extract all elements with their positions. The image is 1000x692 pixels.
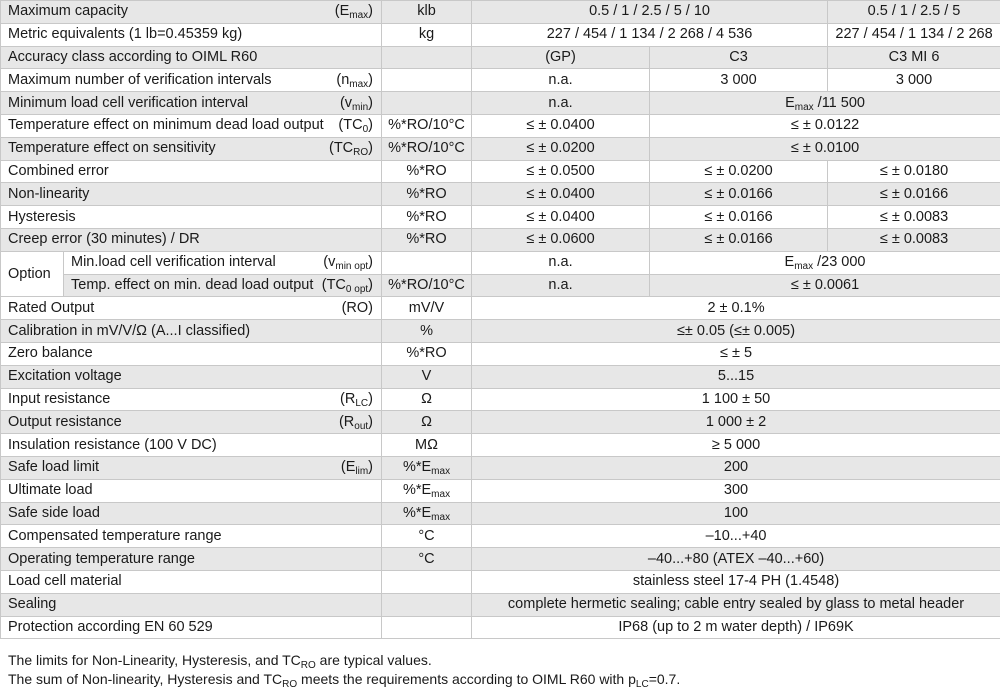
value-cell: 300 bbox=[472, 479, 1000, 502]
param-symbol: $(E_{max})$ bbox=[334, 3, 374, 22]
value-cell: 0.5 / 1 / 2.5 / 5 / 10 bbox=[472, 1, 828, 24]
table-row bbox=[1, 548, 1000, 571]
unit-cell bbox=[382, 92, 472, 115]
value-cell: ≤ ± 0.0200 bbox=[472, 137, 650, 160]
value-cell: ≤ ± 0.0166 bbox=[650, 183, 828, 206]
unit-cell: %*RO/10°C bbox=[382, 137, 472, 160]
table-row bbox=[1, 434, 1000, 457]
value-cell: 0.5 / 1 / 2.5 / 5 bbox=[828, 1, 1000, 24]
param-symbol: $(v_{min opt})$ bbox=[323, 254, 374, 273]
unit-cell: Ω bbox=[382, 411, 472, 434]
table-row bbox=[1, 206, 1000, 229]
table-row bbox=[1, 251, 1000, 274]
param-label: Excitation voltage bbox=[8, 368, 122, 385]
unit-cell bbox=[382, 570, 472, 593]
table-row bbox=[1, 114, 1000, 137]
table-row bbox=[1, 388, 1000, 411]
value-cell: 1 000 ± 2 bbox=[472, 411, 1000, 434]
param-symbol: $(R_{out})$ bbox=[338, 413, 374, 432]
table-row bbox=[1, 502, 1000, 525]
param-label: Non-linearity bbox=[8, 185, 90, 202]
unit-cell: %*RO bbox=[382, 342, 472, 365]
value-cell: 100 bbox=[472, 502, 1000, 525]
param-symbol: $(TC_{0 opt})$ bbox=[321, 276, 374, 295]
param-label: Output resistance bbox=[8, 413, 122, 430]
option-group-label: Option bbox=[1, 251, 64, 297]
value-cell: ≤ ± 0.0400 bbox=[472, 206, 650, 229]
table-row bbox=[1, 593, 1000, 616]
unit-cell: mV/V bbox=[382, 297, 472, 320]
unit-cell bbox=[382, 251, 472, 274]
value-cell: ≤ ± 0.0166 bbox=[828, 183, 1000, 206]
value-cell: –10...+40 bbox=[472, 525, 1000, 548]
value-cell: ≤ ± 0.0100 bbox=[650, 137, 1000, 160]
value-cell: C3 bbox=[650, 46, 828, 69]
value-cell: ≥ 5 000 bbox=[472, 434, 1000, 457]
param-label: Metric equivalents (1 lb=0.45359 kg) bbox=[8, 26, 243, 43]
value-cell: $E_{max}$ /23 000 bbox=[650, 251, 1000, 274]
table-row bbox=[1, 92, 1000, 115]
table-row bbox=[1, 1, 1000, 24]
param-label: Load cell material bbox=[8, 573, 122, 590]
footnote-oiml-requirement: The sum of Non-linearity, Hysteresis and $TC_{RO}$ meets the requirements according to OIML R60 with $p_{LC}=0.7$. bbox=[8, 671, 681, 690]
value-cell: 3 000 bbox=[650, 69, 828, 92]
unit-cell: klb bbox=[382, 1, 472, 24]
table-row bbox=[1, 23, 1000, 46]
value-cell: –40...+80 (ATEX –40...+60) bbox=[472, 548, 1000, 571]
table-row bbox=[1, 342, 1000, 365]
value-cell: 1 100 ± 50 bbox=[472, 388, 1000, 411]
param-label: Input resistance bbox=[8, 390, 111, 407]
param-symbol: $(v_{min})$ bbox=[339, 94, 374, 113]
unit-cell: $\%*E_{max}$ bbox=[382, 502, 472, 525]
value-cell: ≤ ± 0.0200 bbox=[650, 160, 828, 183]
value-cell: 5...15 bbox=[472, 365, 1000, 388]
param-symbol: (RO) bbox=[341, 299, 374, 316]
table-row bbox=[1, 479, 1000, 502]
unit-cell: %*RO bbox=[382, 160, 472, 183]
param-label: Creep error (30 minutes) / DR bbox=[8, 231, 200, 248]
unit-cell: %*RO/10°C bbox=[382, 114, 472, 137]
value-cell: 200 bbox=[472, 456, 1000, 479]
value-cell: ≤ ± 0.0180 bbox=[828, 160, 1000, 183]
table-row bbox=[1, 297, 1000, 320]
unit-cell: $\%*E_{max}$ bbox=[382, 479, 472, 502]
value-cell: ≤ ± 0.0122 bbox=[650, 114, 1000, 137]
param-label: Temperature effect on sensitivity bbox=[8, 140, 216, 157]
param-label: Safe side load bbox=[8, 504, 100, 521]
value-cell: n.a. bbox=[472, 69, 650, 92]
param-label: Temperature effect on minimum dead load output bbox=[8, 117, 324, 134]
param-label: Combined error bbox=[8, 162, 109, 179]
table-row bbox=[1, 46, 1000, 69]
value-cell: $E_{max}$ /11 500 bbox=[650, 92, 1000, 115]
param-symbol: $(n_{max})$ bbox=[336, 71, 374, 90]
value-cell: n.a. bbox=[472, 92, 650, 115]
value-cell: ≤ ± 0.0166 bbox=[650, 206, 828, 229]
value-cell: ≤ ± 0.0400 bbox=[472, 114, 650, 137]
param-label: Minimum load cell verification interval bbox=[8, 94, 249, 111]
unit-cell: %*RO/10°C bbox=[382, 274, 472, 297]
value-cell: C3 MI 6 bbox=[828, 46, 1000, 69]
unit-cell: $\%*E_{max}$ bbox=[382, 456, 472, 479]
value-cell: stainless steel 17-4 PH (1.4548) bbox=[472, 570, 1000, 593]
unit-cell: %*RO bbox=[382, 228, 472, 251]
table-row bbox=[1, 525, 1000, 548]
value-cell: ≤ ± 0.0083 bbox=[828, 228, 1000, 251]
footnotes bbox=[8, 651, 680, 689]
value-cell: 227 / 454 / 1 134 / 2 268 / 4 536 bbox=[472, 23, 828, 46]
value-cell: ≤ ± 0.0500 bbox=[472, 160, 650, 183]
table-row bbox=[1, 570, 1000, 593]
table-row bbox=[1, 616, 1000, 639]
param-label: Zero balance bbox=[8, 345, 93, 362]
param-symbol: $(R_{LC})$ bbox=[340, 390, 374, 409]
param-label: Compensated temperature range bbox=[8, 527, 222, 544]
value-cell: ≤ ± 0.0083 bbox=[828, 206, 1000, 229]
value-cell: 3 000 bbox=[828, 69, 1000, 92]
param-label: Insulation resistance (100 V DC) bbox=[8, 436, 217, 453]
table-row bbox=[1, 411, 1000, 434]
param-label: Operating temperature range bbox=[8, 550, 195, 567]
unit-cell: V bbox=[382, 365, 472, 388]
param-label: Maximum number of verification intervals bbox=[8, 71, 272, 88]
value-cell: 227 / 454 / 1 134 / 2 268 bbox=[828, 23, 1000, 46]
param-label: Safe load limit bbox=[8, 459, 100, 476]
table-row bbox=[1, 274, 1000, 297]
param-symbol: $(E_{lim})$ bbox=[340, 459, 374, 478]
unit-cell: % bbox=[382, 320, 472, 343]
param-label: Protection according EN 60 529 bbox=[8, 618, 213, 635]
value-cell: (GP) bbox=[472, 46, 650, 69]
unit-cell bbox=[382, 593, 472, 616]
value-cell: n.a. bbox=[472, 274, 650, 297]
footnote-typical-values: The limits for Non-Linearity, Hysteresis, and $TC_{RO}$ are typical values. bbox=[8, 652, 432, 671]
value-cell: ≤ ± 0.0400 bbox=[472, 183, 650, 206]
value-cell: ≤± 0.05 (≤± 0.005) bbox=[472, 320, 1000, 343]
param-label: Rated Output bbox=[8, 299, 95, 316]
value-cell: ≤ ± 0.0061 bbox=[650, 274, 1000, 297]
table-row bbox=[1, 183, 1000, 206]
value-cell: ≤ ± 0.0600 bbox=[472, 228, 650, 251]
table-row bbox=[1, 320, 1000, 343]
unit-cell bbox=[382, 46, 472, 69]
value-cell: complete hermetic sealing; cable entry sealed by glass to metal header bbox=[472, 593, 1000, 616]
value-cell: IP68 (up to 2 m water depth) / IP69K bbox=[472, 616, 1000, 639]
param-label: Min.load cell verification interval bbox=[71, 254, 276, 271]
value-cell: ≤ ± 0.0166 bbox=[650, 228, 828, 251]
unit-cell: °C bbox=[382, 548, 472, 571]
table-row bbox=[1, 456, 1000, 479]
param-symbol: $(TC_{RO})$ bbox=[328, 140, 374, 159]
param-label: Sealing bbox=[8, 596, 57, 613]
table-row bbox=[1, 69, 1000, 92]
unit-cell: °C bbox=[382, 525, 472, 548]
param-label: Accuracy class according to OIML R60 bbox=[8, 48, 258, 65]
param-symbol: $(TC_0)$ bbox=[338, 117, 374, 136]
unit-cell: kg bbox=[382, 23, 472, 46]
value-cell: n.a. bbox=[472, 251, 650, 274]
param-label: Ultimate load bbox=[8, 482, 93, 499]
unit-cell bbox=[382, 616, 472, 639]
unit-cell: %*RO bbox=[382, 206, 472, 229]
unit-cell: Ω bbox=[382, 388, 472, 411]
table-row bbox=[1, 137, 1000, 160]
unit-cell: %*RO bbox=[382, 183, 472, 206]
unit-cell bbox=[382, 69, 472, 92]
value-cell: ≤ ± 5 bbox=[472, 342, 1000, 365]
table-row bbox=[1, 160, 1000, 183]
param-label: Temp. effect on min. dead load output bbox=[71, 276, 314, 293]
table-row bbox=[1, 228, 1000, 251]
table-row bbox=[1, 365, 1000, 388]
unit-cell: MΩ bbox=[382, 434, 472, 457]
param-label: Calibration in mV/V/Ω (A...I classified) bbox=[8, 322, 251, 339]
value-cell: 2 ± 0.1% bbox=[472, 297, 1000, 320]
param-label: Hysteresis bbox=[8, 208, 76, 225]
param-label: Maximum capacity bbox=[8, 3, 129, 20]
